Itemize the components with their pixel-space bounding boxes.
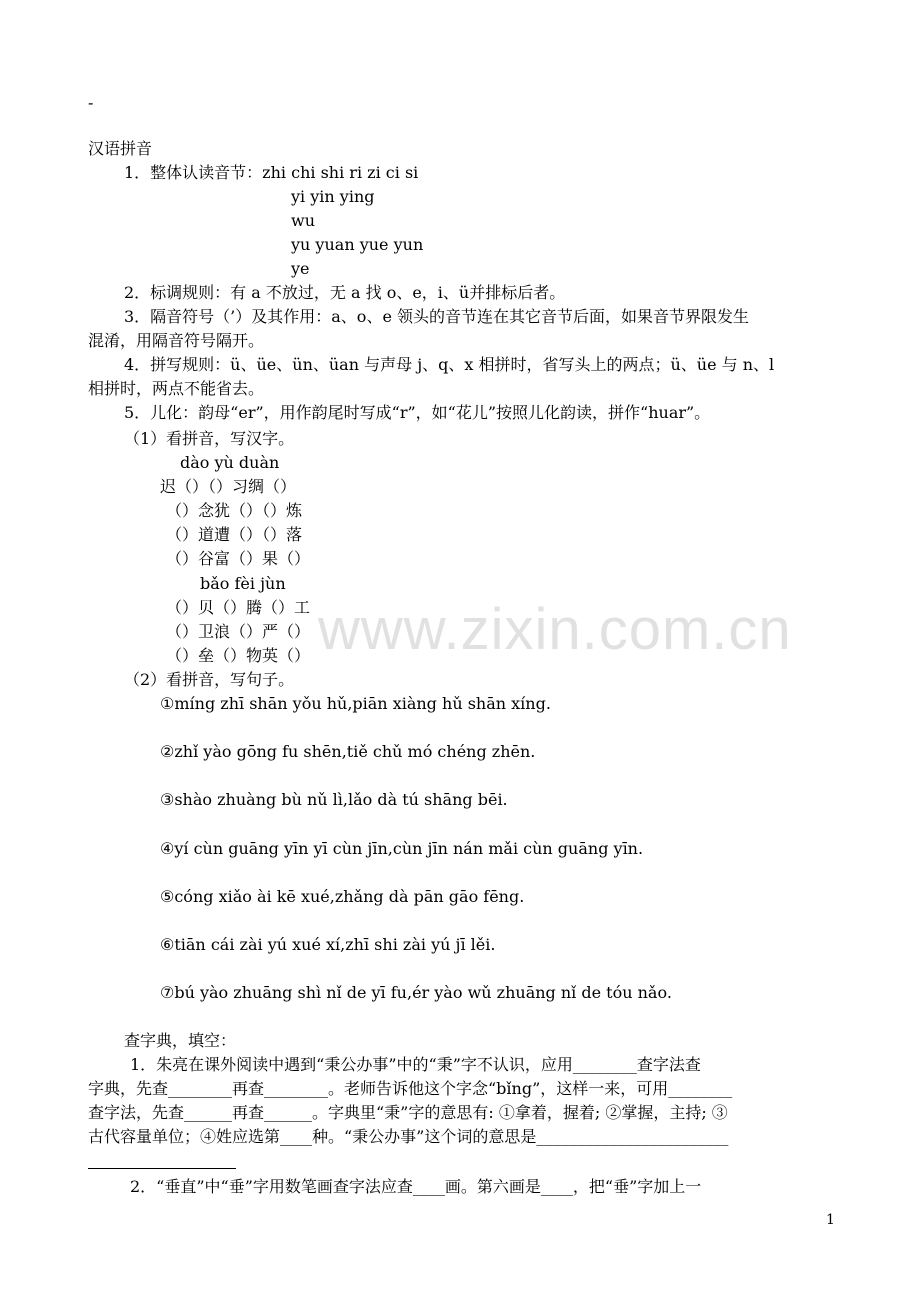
exercise-1-pinyin-2: bǎo fèi jùn	[200, 574, 286, 593]
sentence-2: ②zhǐ yào gōng fu shēn,tiě chǔ mó chéng zhēn.	[160, 742, 536, 761]
exercise-1-row: 迟（）（）习绸（）	[160, 477, 297, 496]
page-number: 1	[826, 1212, 835, 1228]
exercise-1-row: （）贝（）腾（）工	[166, 598, 311, 617]
rule-1-line4: yu yuan yue yun	[291, 235, 424, 254]
sentence-3: ③shào zhuàng bù nǔ lì,lǎo dà tú shāng bēi.	[160, 790, 508, 809]
dictionary-q1-c: 查字法，先查______再查______。字典里“秉”字的意思有: ①拿着，握着; ②掌握，主持; ③	[88, 1103, 728, 1122]
rule-5: 5．儿化：韵母“er”，用作韵尾时写成“r”，如“花儿”按照儿化韵读，拼作“huar”。	[124, 403, 711, 422]
dictionary-q2: 2．“垂直”中“垂”字用数笔画查字法应查____画。第六画是____，把“垂”字加上一	[130, 1177, 702, 1196]
exercise-1-row: （）道遭（）（）落	[166, 525, 303, 544]
rule-1-label: 1．整体认读音节：zhi chi shi ri zi ci si	[124, 163, 419, 182]
exercise-1-pinyin-1: dào yù duàn	[180, 453, 280, 472]
rule-4b: 相拼时，两点不能省去。	[88, 379, 265, 398]
sentence-7: ⑦bú yào zhuāng shì nǐ de yī fu,ér yào wǔ zhuāng nǐ de tóu nǎo.	[160, 983, 672, 1002]
header-mark: -	[88, 93, 94, 112]
section-title: 汉语拼音	[88, 139, 153, 158]
dictionary-q1-a: 1．朱亮在课外阅读中遇到“秉公办事”中的“秉”字不认识，应用________查字法查	[130, 1055, 701, 1074]
exercise-2-title: （2）看拼音，写句子。	[124, 670, 295, 689]
sentence-5: ⑤cóng xiǎo ài kē xué,zhǎng dà pān gāo fēng.	[160, 887, 525, 906]
answer-blank-line	[88, 1168, 236, 1169]
exercise-1-row: （）垒（）物英（）	[166, 646, 311, 665]
rule-1-line2: yi yin ying	[291, 187, 375, 206]
rule-3a: 3．隔音符号（’）及其作用：a、o、e 领头的音节连在其它音节后面，如果音节界限发生	[124, 307, 749, 326]
sentence-4: ④yí cùn guāng yīn yī cùn jīn,cùn jīn nán mǎi cùn guāng yīn.	[160, 839, 644, 858]
dictionary-q1-d: 古代容量单位；④姓应选第____种。“秉公办事”这个词的意思是________________________	[88, 1127, 729, 1146]
rule-2: 2．标调规则：有 a 不放过，无 a 找 o、e，i、ü并排标后者。	[124, 283, 566, 302]
dictionary-title: 查字典，填空：	[124, 1031, 237, 1050]
exercise-1-row: （）念犹（）（）炼	[166, 501, 303, 520]
sentence-1: ①míng zhī shān yǒu hǔ,piān xiàng hǔ shān xíng.	[160, 694, 551, 713]
exercise-1-row: （）卫浪（）严（）	[166, 622, 311, 641]
rule-1-line3: wu	[291, 211, 315, 230]
rule-3b: 混淆，用隔音符号隔开。	[88, 331, 265, 350]
sentence-6: ⑥tiān cái zài yú xué xí,zhī shi zài yú jī lěi.	[160, 935, 496, 954]
rule-1-line5: ye	[291, 259, 310, 278]
dictionary-q1-b: 字典，先查________再查________。老师告诉他这个字念“bǐng”，这样一来，可用________	[88, 1079, 733, 1098]
exercise-1-title: （1）看拼音，写汉字。	[124, 429, 295, 448]
rule-4a: 4．拼写规则：ü、üe、ün、üan 与声母 j、q、x 相拼时，省写头上的两点；ü、üe 与 n、l	[124, 355, 775, 374]
watermark: www.zixin.com.cn	[318, 597, 792, 662]
exercise-1-row: （）谷富（）果（）	[166, 549, 311, 568]
